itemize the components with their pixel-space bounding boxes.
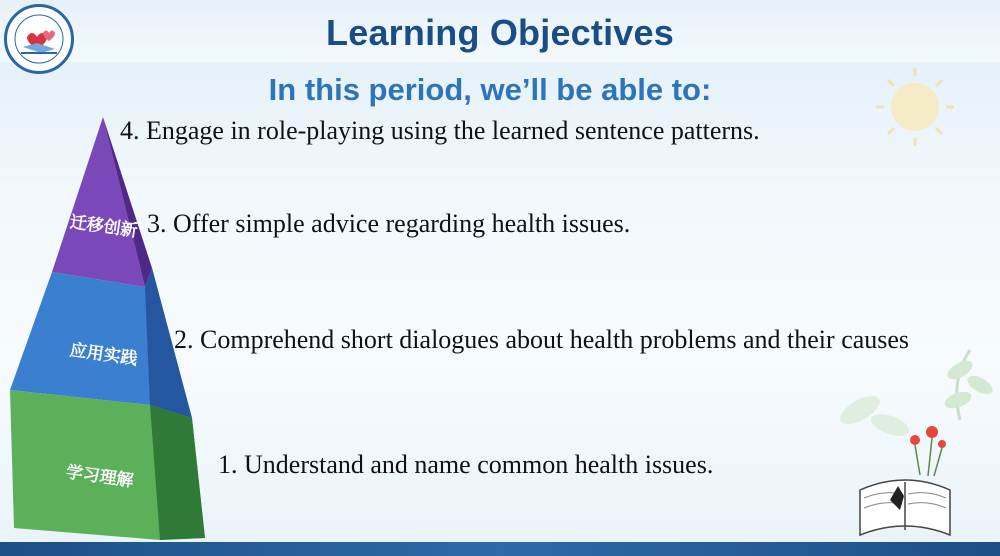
page-title: Learning Objectives: [326, 12, 674, 53]
pyramid-label-middle: 应用实践: [68, 340, 139, 370]
objective-1: 1. Understand and name common health issues.: [218, 450, 714, 479]
footer-band: [0, 542, 1000, 556]
objective-2: 2. Comprehend short dialogues about health problems and their causes: [174, 325, 910, 354]
sun-decoration-icon: [860, 62, 970, 152]
objective-3: 3. Offer simple advice regarding health issues.: [147, 209, 631, 238]
objective-4: 4. Engage in role-playing using the learned sentence patterns.: [120, 116, 760, 145]
page-subtitle: In this period, we’ll be able to:: [268, 72, 712, 107]
objectives-pyramid: [0, 0, 210, 540]
pyramid-label-top: 迁移创新: [68, 212, 139, 242]
book-illustration-icon: [820, 330, 1000, 545]
pyramid-label-bottom: 学习理解: [64, 462, 135, 492]
